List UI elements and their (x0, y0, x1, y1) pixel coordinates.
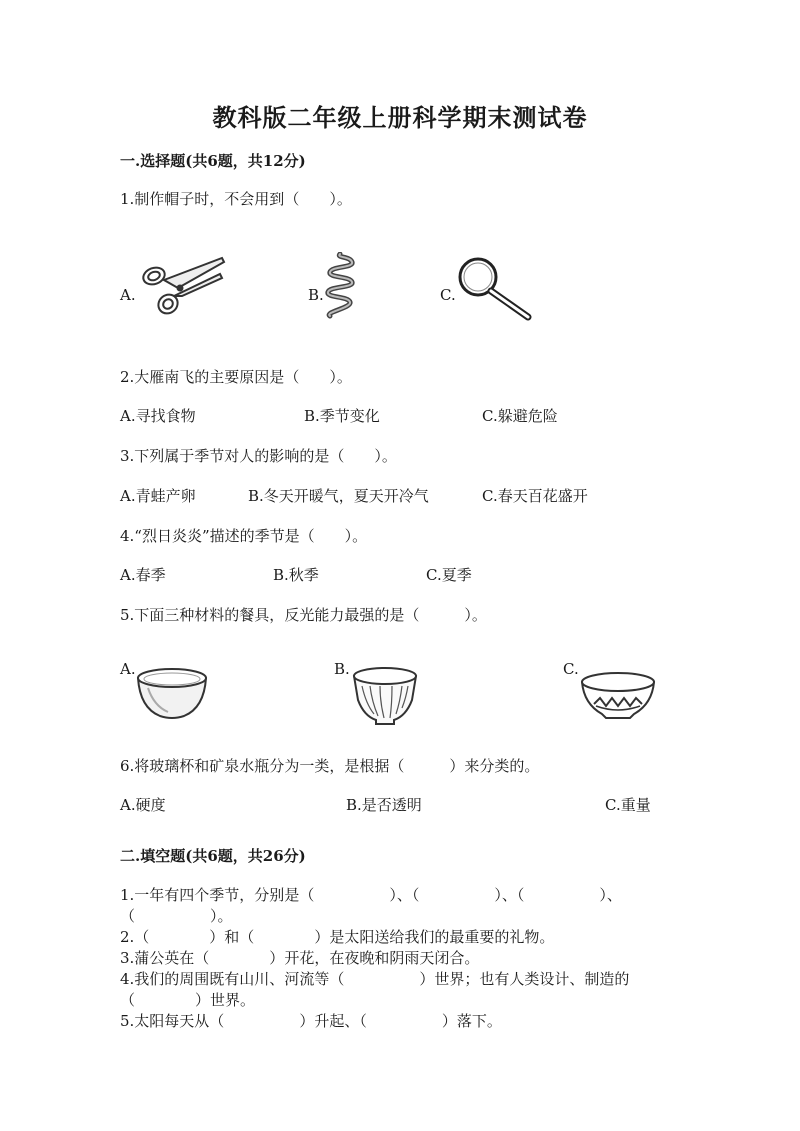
q4-option-a: A.春季 (120, 566, 166, 584)
fill-line-5: 5.太阳每天从（ ）升起、（ ）落下。 (120, 1012, 502, 1030)
q4-option-b: B.秋季 (273, 566, 319, 584)
page-title: 教科版二年级上册科学期末测试卷 (212, 103, 588, 132)
fill-line-3: 3.蒲公英在（ ）开花，在夜晚和阴雨天闭合。 (120, 949, 480, 967)
q1-option-c: C. (440, 286, 456, 304)
scissors-icon (138, 252, 228, 322)
section-heading-choice: 一.选择题(共6题，共12分) (120, 152, 306, 170)
q1-option-a: A. (120, 286, 136, 304)
question-5: 5.下面三种材料的餐具，反光能力最强的是（ ）。 (120, 606, 487, 624)
q6-option-a: A.硬度 (120, 796, 166, 814)
wooden-bowl-icon (350, 664, 420, 726)
magnifier-icon (456, 255, 536, 321)
fill-line-1-cont: （ ）。 (120, 907, 233, 925)
metal-bowl-icon (134, 664, 210, 722)
ceramic-bowl-icon (578, 668, 658, 722)
q2-option-b: B.季节变化 (304, 407, 380, 425)
q4-option-c: C.夏季 (426, 566, 472, 584)
fill-line-4: 4.我们的周围既有山川、河流等（ ）世界；也有人类设计、制造的 (120, 970, 630, 988)
q3-option-a: A.青蛙产卵 (120, 487, 196, 505)
question-4: 4.“烈日炎炎”描述的季节是（ ）。 (120, 527, 368, 545)
section-heading-fill: 二.填空题(共6题，共26分) (120, 847, 306, 865)
q2-option-a: A.寻找食物 (120, 407, 196, 425)
fill-line-1: 1.一年有四个季节，分别是（ ）、（ ）、（ ）、 (120, 886, 622, 904)
q1-option-b: B. (308, 286, 324, 304)
spring-coil-icon (322, 252, 362, 322)
q6-option-c: C.重量 (605, 796, 651, 814)
fill-line-4-cont: （ ）世界。 (120, 991, 256, 1009)
fill-line-2: 2.（ ）和（ ）是太阳送给我们的最重要的礼物。 (120, 928, 555, 946)
q3-option-c: C.春天百花盛开 (482, 487, 588, 505)
q6-option-b: B.是否透明 (346, 796, 422, 814)
question-2: 2.大雁南飞的主要原因是（ ）。 (120, 368, 352, 386)
question-1: 1.制作帽子时，不会用到（ ）。 (120, 190, 352, 208)
question-3: 3.下列属于季节对人的影响的是（ ）。 (120, 447, 397, 465)
question-6: 6.将玻璃杯和矿泉水瓶分为一类，是根据（ ）来分类的。 (120, 757, 540, 775)
q2-option-c: C.躲避危险 (482, 407, 558, 425)
q3-option-b: B.冬天开暖气，夏天开冷气 (248, 487, 429, 505)
q5-option-b: B. (334, 660, 350, 678)
q5-option-c: C. (563, 660, 579, 678)
q5-option-a: A. (120, 660, 136, 678)
